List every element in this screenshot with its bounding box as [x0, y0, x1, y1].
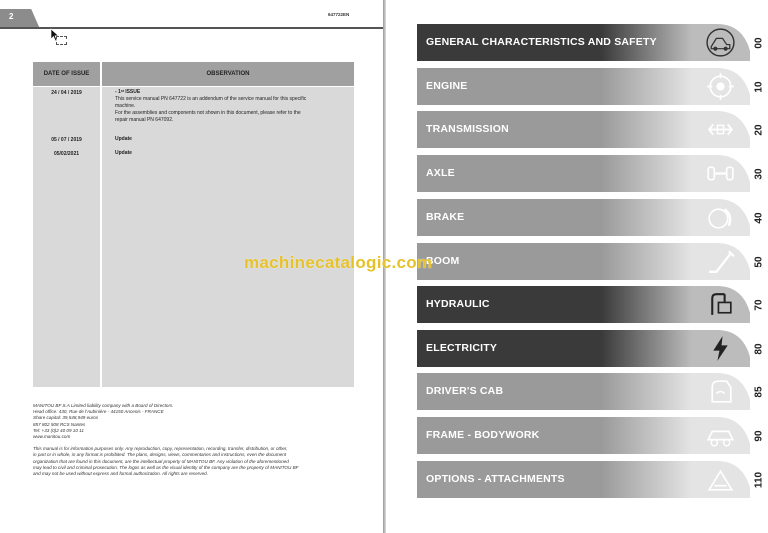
section-tab-10[interactable]: [417, 68, 768, 105]
section-label: ELECTRICITY: [426, 342, 498, 354]
notice-line: organization that are found in this document, are the intellectual property of MANITOU BF. Any violation of the aforementioned: [33, 458, 289, 464]
section-number: [750, 417, 768, 454]
observation-column: [102, 87, 354, 387]
right-page: [386, 0, 768, 533]
table-cell-observation: Update: [115, 136, 132, 142]
notice-line: and may not be used without express and formal authorization. All rights are reserved.: [33, 471, 208, 477]
section-number: [750, 111, 768, 148]
section-number-text: 90: [753, 429, 765, 442]
section-tab-70[interactable]: [417, 286, 768, 323]
section-label: TRANSMISSION: [426, 123, 509, 135]
table-cell-date: 05/02/2021: [53, 151, 80, 157]
section-number: [750, 286, 768, 323]
frame-bodywork-icon: [704, 419, 737, 452]
drivers-cab-icon: [704, 375, 737, 408]
section-number: [750, 373, 768, 410]
section-number-text: 50: [753, 255, 765, 268]
page-number-tab: [0, 9, 40, 29]
section-number-text: 30: [753, 167, 765, 180]
column-header-observation: OBSERVATION: [206, 71, 250, 77]
column-header-date: DATE OF ISSUE: [43, 71, 90, 77]
section-tab-00[interactable]: [417, 24, 768, 61]
table-cell-date: 24 / 04 / 2019: [51, 90, 82, 96]
section-number: [750, 24, 768, 61]
notice-line: This manual is for information purposes only. Any reproduction, copy, representation, recording, transfer, distribution, or other,: [33, 446, 288, 452]
section-number: [750, 243, 768, 280]
section-tab-50[interactable]: [417, 243, 768, 280]
table-cell-observation: [115, 89, 347, 124]
section-number: [750, 330, 768, 367]
transmission-icon: [704, 113, 737, 146]
company-line: MANITOU BF S.A Limited liability company with a Board of Directors.: [33, 403, 174, 408]
section-number-text: 110: [753, 471, 765, 488]
table-header: [33, 62, 354, 86]
options-attachments-icon: [704, 463, 737, 496]
notice-line: may lead to civil and criminal prosecution. The logos as well as the visual identity of the company are the property of MANITOU BF: [33, 464, 299, 470]
date-column: [33, 87, 100, 387]
section-label: ENGINE: [426, 80, 468, 92]
company-line: Tel: +33 (0)2 40 09 10 11: [33, 427, 84, 433]
table-cell-observation: Update: [115, 150, 132, 156]
section-number-text: 80: [753, 342, 765, 355]
selection-marquee: [56, 36, 67, 45]
section-label: HYDRAULIC: [426, 298, 490, 310]
section-tab-80[interactable]: [417, 330, 768, 367]
section-number-text: 20: [753, 123, 765, 136]
notice-line: in part or in whole, in any format is prohibited. The plans, designs, views, commentaries and instructions, even the document: [33, 452, 287, 458]
axle-icon: [704, 157, 737, 190]
issue-history-table: [33, 62, 354, 387]
section-number-text: 85: [753, 385, 765, 398]
company-line: Head office: 430, Rue de l'Aubinière - 44150 Ancenis - FRANCE: [33, 409, 164, 415]
section-label: BRAKE: [426, 211, 465, 223]
observation-line: machine.: [115, 103, 136, 109]
section-tab-110[interactable]: [417, 461, 768, 498]
section-tab-40[interactable]: [417, 199, 768, 236]
section-number: [750, 155, 768, 192]
section-label: OPTIONS - ATTACHMENTS: [426, 473, 565, 485]
section-tab-30[interactable]: [417, 155, 768, 192]
section-tab-90[interactable]: [417, 417, 768, 454]
observation-line: repair manual PN 647092.: [115, 117, 174, 123]
page-number: 2: [9, 12, 14, 21]
section-number: [750, 68, 768, 105]
section-number: [750, 461, 768, 498]
electricity-icon: [704, 332, 737, 365]
section-label: BOOM: [426, 255, 460, 267]
observation-line: This service manual PN 647722 is an addendum of the service manual for this specific: [115, 96, 307, 102]
company-line: 857 802 508 RCS Nantes: [33, 421, 86, 427]
brake-icon: [704, 201, 737, 234]
section-number-text: 40: [753, 211, 765, 224]
engine-icon: [704, 70, 737, 103]
section-number-text: 00: [753, 36, 765, 49]
section-label: DRIVER'S CAB: [426, 385, 504, 397]
company-line: www.manitou.com: [33, 434, 71, 440]
document-reference: 647722EN: [328, 12, 350, 17]
hydraulic-icon: [704, 288, 737, 321]
section-label: GENERAL CHARACTERISTICS AND SAFETY: [426, 36, 657, 48]
section-label: AXLE: [426, 167, 455, 179]
observation-title: - 1ˢᵗ ISSUE: [115, 89, 141, 95]
boom-icon: [704, 245, 737, 278]
company-line: Share capital: 39,548,949 euros: [33, 415, 99, 421]
section-number: [750, 199, 768, 236]
section-tab-85[interactable]: [417, 373, 768, 410]
legal-notice: [33, 403, 353, 477]
section-number-text: 70: [753, 298, 765, 311]
watermark: machinecatalogic.com: [244, 253, 433, 272]
section-number-text: 10: [753, 80, 765, 93]
section-tab-20[interactable]: [417, 111, 768, 148]
section-label: FRAME - BODYWORK: [426, 429, 540, 441]
machine-overview-icon: [704, 26, 737, 59]
table-cell-date: 05 / 07 / 2019: [51, 137, 82, 143]
observation-line: For the assemblies and components not shown in this document, please refer to the: [115, 110, 301, 116]
